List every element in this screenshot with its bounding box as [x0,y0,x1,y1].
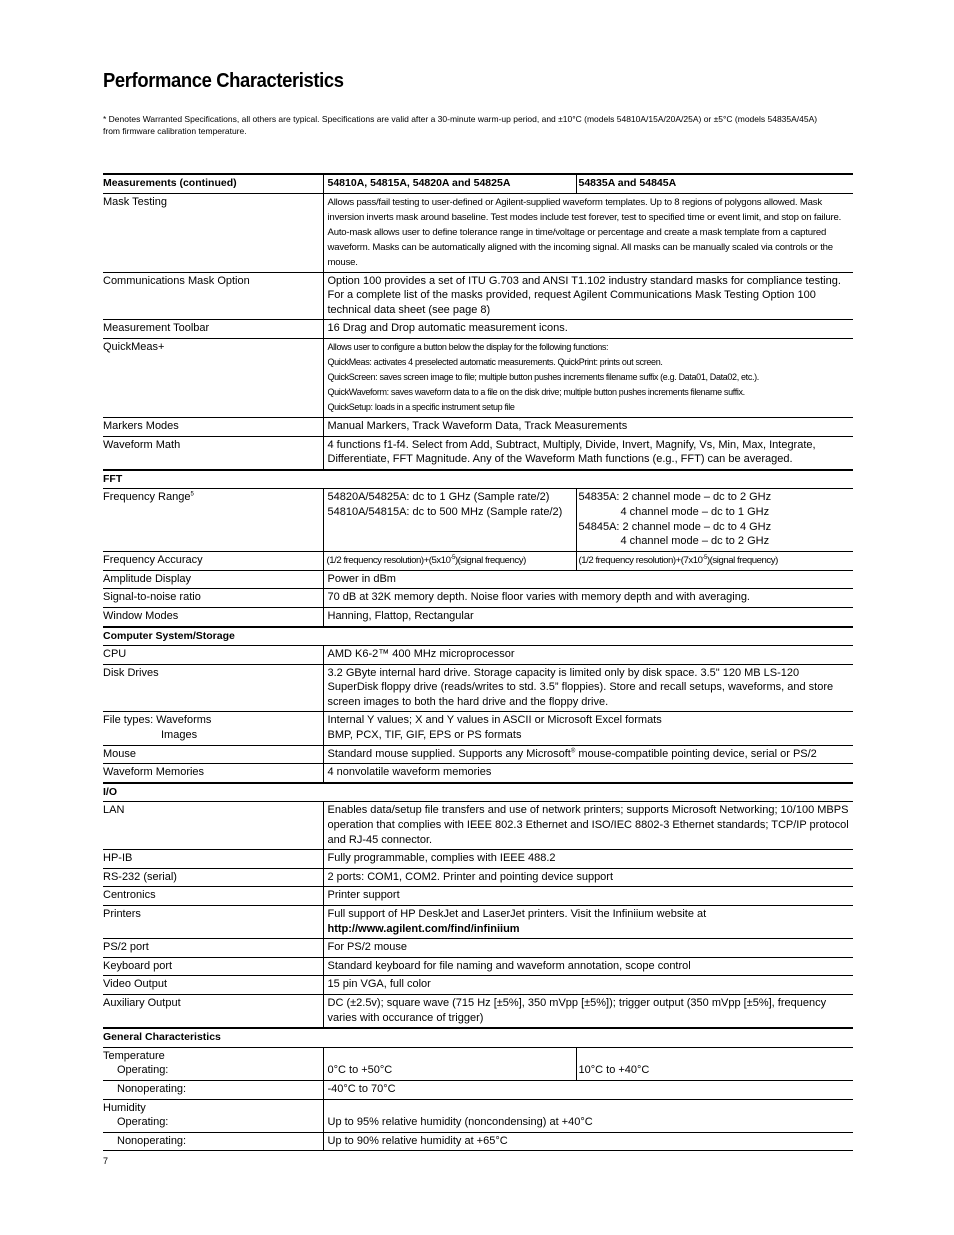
quickmeas-line: Allows user to configure a button below the display for the following functions: [327,341,609,352]
row-value [323,1099,853,1132]
table-row [103,1099,853,1132]
row-value: Hanning, Flattop, Rectangular [323,607,853,626]
row-value [323,712,853,745]
table-row [103,551,853,570]
row-value: Printer support [323,887,853,906]
row-label: Waveform Memories [103,764,323,783]
filetypes-label: Images [161,729,198,742]
humidity-label: Humidity [103,1101,146,1114]
table-row [103,436,853,470]
freq-range-line: 54835A: 2 channel mode – dc to 2 GHz [578,491,772,504]
table-row [103,745,853,764]
row-label [103,712,323,745]
filetypes-value: Internal Y values; X and Y values in ASCII or Microsoft Excel formats [327,714,662,727]
table-row [103,976,853,995]
row-label [103,1080,323,1099]
row-label: Measurement Toolbar [103,320,323,339]
table-row [103,712,853,745]
row-value [323,906,853,939]
row-label: Window Modes [103,607,323,626]
humidity-nonop-label: Nonoperating: [117,1134,187,1147]
table-row [103,994,853,1028]
table-row [103,868,853,887]
mouse-text: mouse-compatible pointing device, serial or PS/2 [575,747,817,760]
accuracy-part: (1/2 frequency resolution)+(7x10 [578,554,703,566]
row-label: LAN [103,802,323,850]
row-value: Standard keyboard for file naming and waveform annotation, scope control [323,957,853,976]
row-value: 15 pin VGA, full color [323,976,853,995]
row-label: Mask Testing [103,193,323,272]
table-row [103,417,853,436]
row-label: Centronics [103,887,323,906]
freq-range-line: 54845A: 2 channel mode – dc to 4 GHz [578,520,772,533]
section-title: Computer System/Storage [103,627,853,646]
row-value: AMD K6-2™ 400 MHz microprocessor [323,646,853,665]
quickmeas-line: QuickScreen: saves screen image to file; multiple button pushes increments filename suffix (e.g. Data01, Data02, etc.). [327,371,759,382]
section-header-io [103,783,853,802]
footnote-marker: 5 [190,491,194,498]
freq-range-line: 4 channel mode – dc to 1 GHz [620,505,770,518]
table-row [103,646,853,665]
section-title: General Characteristics [103,1028,853,1047]
filetypes-label: File types: Waveforms [103,714,212,727]
row-value: DC (±2.5v); square wave (715 Hz [±5%], 350 mVpp [±5%]); trigger output (350 mVpp [±5%], frequency varies with occurance of trigger) [323,994,853,1028]
row-value [323,489,576,551]
header-models-a: 54810A, 54815A, 54820A and 54825A [323,174,576,193]
row-label: CPU [103,646,323,665]
row-label: Disk Drives [103,664,323,712]
table-row [103,1047,853,1080]
row-value: 4 functions f1-f4. Select from Add, Subtract, Multiply, Divide, Invert, Magnify, Vs, Min, Max, Integrate, Differentiate, FFT Magnitude. Any of the Waveform Math functions (e.g., FFT) can be averaged. [323,436,853,470]
section-header-general [103,1028,853,1047]
header-measurements: Measurements (continued) [103,174,323,193]
humidity-operating-label: Operating: [117,1116,169,1129]
table-row [103,570,853,589]
row-value: 16 Drag and Drop automatic measurement icons. [323,320,853,339]
freq-range-line: 54810A/54815A: dc to 500 MHz (Sample rate/2) [327,505,563,518]
row-label: Amplitude Display [103,570,323,589]
row-value: 4 nonvolatile waveform memories [323,764,853,783]
table-row [103,887,853,906]
table-row [103,1132,853,1151]
temperature-operating-label: Operating: [117,1064,169,1077]
row-label: Waveform Math [103,436,323,470]
table-row [103,764,853,783]
exponent: -5 [702,554,707,561]
section-header-fft [103,470,853,489]
row-value [576,1047,853,1080]
row-label [103,1132,323,1151]
table-row [103,607,853,626]
table-row [103,664,853,712]
temperature-label: Temperature [103,1049,165,1062]
freq-range-label: Frequency Range [103,491,191,504]
row-value: Enables data/setup file transfers and use of network printers; supports Microsoft Networking; 10/100 MBPS operation that complies with IEEE 802.3 Ethernet and ISO/IEC 8802-3 Ethernet standards; TCP/IP protocol and RJ-45 connector. [323,802,853,850]
accuracy-part: )(signal frequency) [454,554,526,566]
row-value: 70 dB at 32K memory depth. Noise floor varies with memory depth and with averaging. [323,589,853,608]
table-row [103,850,853,869]
temperature-operating-b: 10°C to +40°C [578,1064,650,1077]
row-label: Auxiliary Output [103,994,323,1028]
row-value [576,489,853,551]
page-number: 7 [103,1156,109,1166]
row-value: Fully programmable, complies with IEEE 488.2 [323,850,853,869]
humidity-operating-value: Up to 95% relative humidity (noncondensing) at +40°C [327,1116,593,1129]
page-title: Performance Characteristics [103,70,344,92]
table-row [103,589,853,608]
spec-table [103,173,853,1151]
spec-note: * Denotes Warranted Specifications, all others are typical. Specifications are valid after a 30-minute warm-up period, and ±10°C (models 54810A/15A/20A/25A) or ±5°C (models 54835A/45A) from firmware calibration temperature. [103,114,818,136]
mouse-text: Standard mouse supplied. Supports any Microsoft [327,747,571,760]
row-value: Power in dBm [323,570,853,589]
row-value: Option 100 provides a set of ITU G.703 and ANSI T1.102 industry standard masks for compliance testing. For a complete list of the masks provided, request Agilent Communications Mask Testing Option 100 technical data sheet (see page 8) [323,272,853,320]
table-row [103,802,853,850]
temperature-nonop-label: Nonoperating: [117,1082,187,1095]
registered-mark: ® [570,748,576,754]
quickmeas-line: QuickMeas: activates 4 preselected automatic measurements. QuickPrint: prints out screen. [327,356,663,367]
header-models-b: 54835A and 54845A [576,174,853,193]
row-value [323,745,853,764]
infiniium-website-link[interactable]: http://www.agilent.com/find/infiniium [327,922,520,935]
table-row [103,272,853,320]
row-label: PS/2 port [103,939,323,958]
table-row [103,338,853,417]
table-row [103,1080,853,1099]
row-value: Allows pass/fail testing to user-defined or Agilent-supplied waveform templates. Up to 8 regions of polygons allowed. Mask inversion inverts mask around baseline. Test modes include test forever, test to specified time or event limit, and stop on failure. Auto-mask allows user to define tolerance range in time/voltage or percentage and create a mask template from a captured waveform. Masks can be automatically aligned with the incoming signal. All masks can be manually scaled via controls or the mouse. [323,193,853,272]
row-value: -40°C to 70°C [323,1080,853,1099]
row-label: Communications Mask Option [103,272,323,320]
row-label: Signal-to-noise ratio [103,589,323,608]
accuracy-part: (1/2 frequency resolution)+(5x10 [326,554,451,566]
row-label: Mouse [103,745,323,764]
row-label: Frequency Accuracy [103,551,323,570]
row-label: Keyboard port [103,957,323,976]
row-value: For PS/2 mouse [323,939,853,958]
quickmeas-line: QuickSetup: loads in a specific instrument setup file [327,401,515,412]
accuracy-part: )(signal frequency) [706,554,778,566]
printers-text: Full support of HP DeskJet and LaserJet printers. Visit the Infiniium website at [327,908,707,920]
section-header-computer [103,627,853,646]
freq-range-line: 54820A/54825A: dc to 1 GHz (Sample rate/2) [327,491,550,504]
table-row [103,906,853,939]
section-title: FFT [103,470,853,489]
table-header-row [103,174,853,193]
freq-range-line: 4 channel mode – dc to 2 GHz [620,535,770,548]
row-value: 3.2 GByte internal hard drive. Storage capacity is limited only by disk space. 3.5" 120 MB LS-120 SuperDisk floppy drive (reads/writes to std. 3.5” floppies). Store and recall setups, waveforms, and store screen images to both the hard drive and the floppy drive. [323,664,853,712]
filetypes-value: BMP, PCX, TIF, GIF, EPS or PS formats [327,729,522,742]
row-value [323,338,853,417]
row-label [103,1047,323,1080]
quickmeas-line: QuickWaveform: saves waveform data to a file on the disk drive; multiple button pushes increments filename suffix. [327,386,745,397]
row-label: Video Output [103,976,323,995]
row-label: Markers Modes [103,417,323,436]
row-label: Printers [103,906,323,939]
row-value: Manual Markers, Track Waveform Data, Track Measurements [323,417,853,436]
exponent: -5 [450,554,455,561]
table-row [103,489,853,551]
table-row [103,957,853,976]
row-value: Up to 90% relative humidity at +65°C [323,1132,853,1151]
table-row [103,939,853,958]
row-label: RS-232 (serial) [103,868,323,887]
row-value [323,1047,576,1080]
row-value [576,551,853,570]
row-value [323,551,576,570]
row-label: HP-IB [103,850,323,869]
table-row [103,193,853,272]
table-row [103,320,853,339]
row-label [103,489,323,551]
row-value: 2 ports: COM1, COM2. Printer and pointing device support [323,868,853,887]
section-title: I/O [103,783,853,802]
row-label: QuickMeas+ [103,338,323,417]
temperature-operating-a: 0°C to +50°C [327,1064,393,1077]
row-label [103,1099,323,1132]
